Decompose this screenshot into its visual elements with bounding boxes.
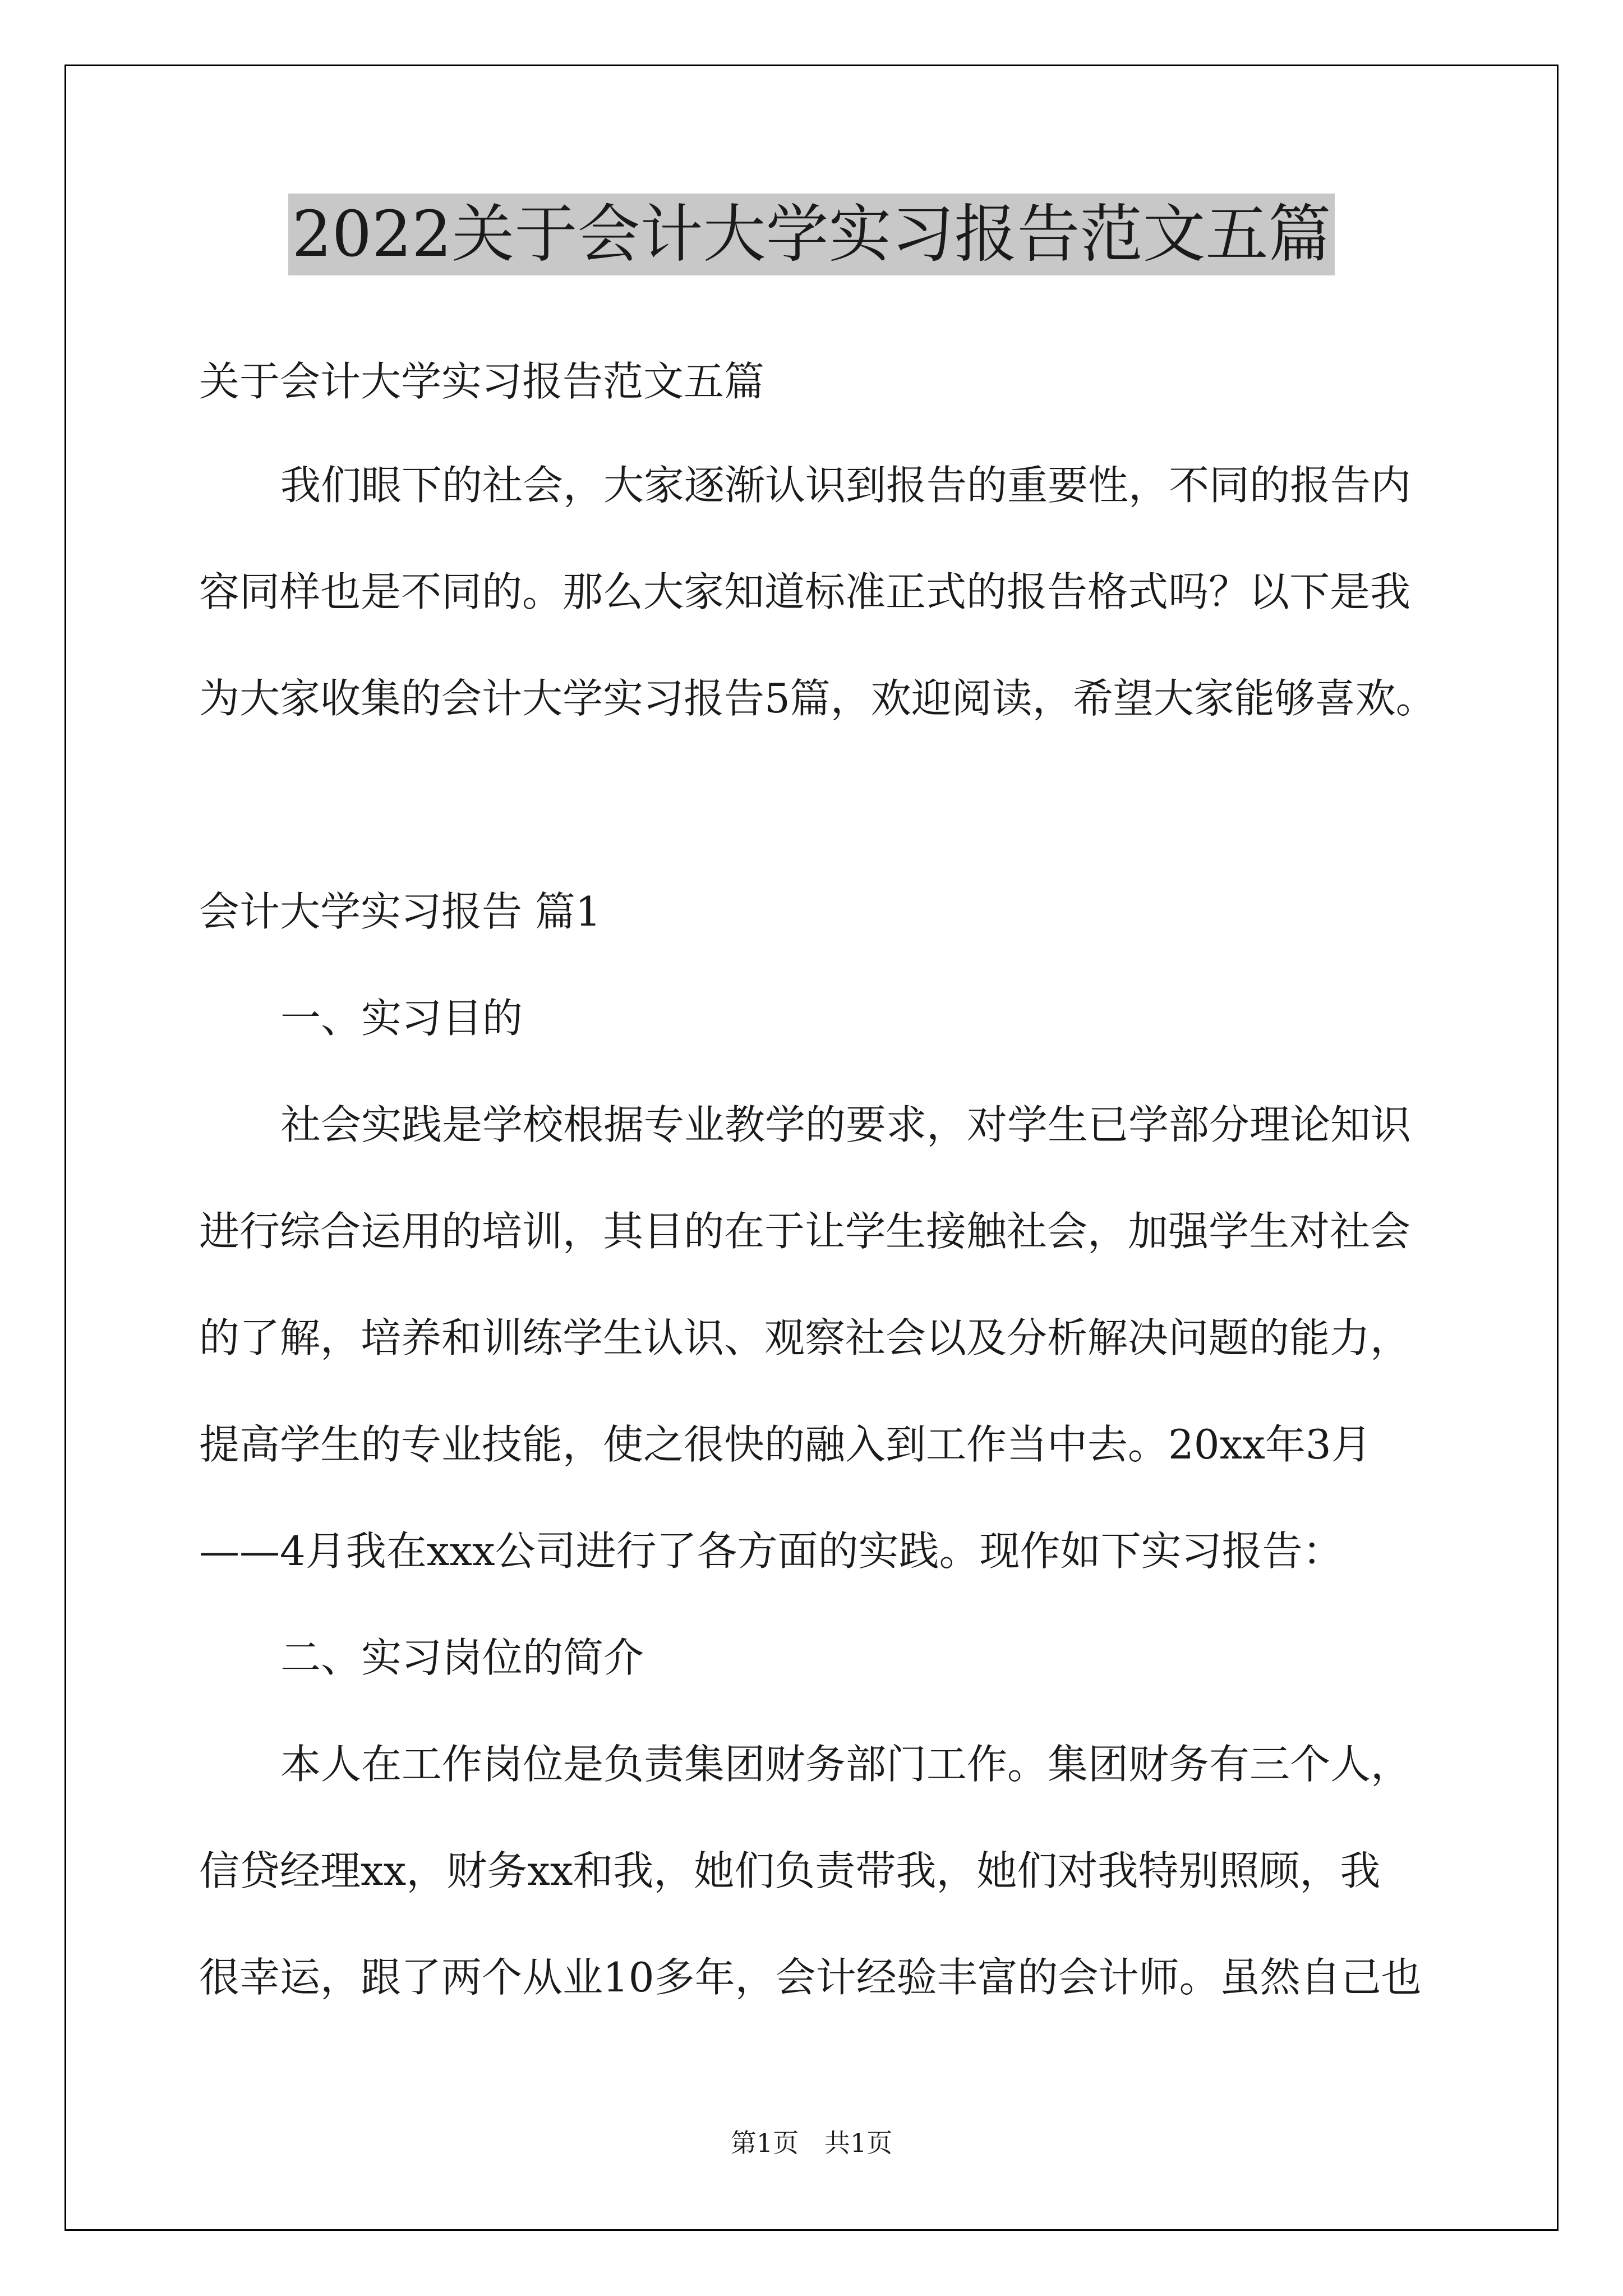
page-footer: 第1页 共1页	[730, 2128, 893, 2158]
paragraph-line: 为大家收集的会计大学实习报告5篇，欢迎阅读，希望大家能够喜欢。	[199, 675, 1436, 722]
paragraph-line: 进行综合运用的培训，其目的在于让学生接触社会，加强学生对社会	[199, 1208, 1411, 1255]
subsection-heading: 一、实习目的	[280, 995, 523, 1042]
document-title: 2022关于会计大学实习报告范文五篇	[288, 194, 1334, 275]
subtitle-line: 关于会计大学实习报告范文五篇	[199, 358, 765, 405]
paragraph-line: 的了解，培养和训练学生认识、观察社会以及分析解决问题的能力，	[199, 1314, 1411, 1361]
paragraph-line: 容同样也是不同的。那么大家知道标准正式的报告格式吗？以下是我	[199, 568, 1411, 615]
paragraph-line: 提高学生的专业技能，使之很快的融入到工作当中去。20xx年3月	[199, 1421, 1372, 1468]
paragraph-line: 我们眼下的社会，大家逐渐认识到报告的重要性，不同的报告内	[280, 462, 1412, 509]
title-container	[0, 194, 1623, 275]
paragraph-line: 社会实践是学校根据专业教学的要求，对学生已学部分理论知识	[280, 1101, 1412, 1148]
paragraph-line: ——4月我在xxx公司进行了各方面的实践。现作如下实习报告：	[199, 1527, 1343, 1575]
subsection-heading: 二、实习岗位的简介	[280, 1634, 644, 1681]
paragraph-line: 本人在工作岗位是负责集团财务部门工作。集团财务有三个人，	[280, 1741, 1412, 1788]
section-heading: 会计大学实习报告 篇1	[199, 888, 601, 935]
paragraph-line: 信贷经理xx，财务xx和我，她们负责带我，她们对我特别照顾，我	[199, 1847, 1381, 1894]
paragraph-line: 很幸运，跟了两个从业10多年，会计经验丰富的会计师。虽然自己也	[199, 1954, 1422, 2001]
